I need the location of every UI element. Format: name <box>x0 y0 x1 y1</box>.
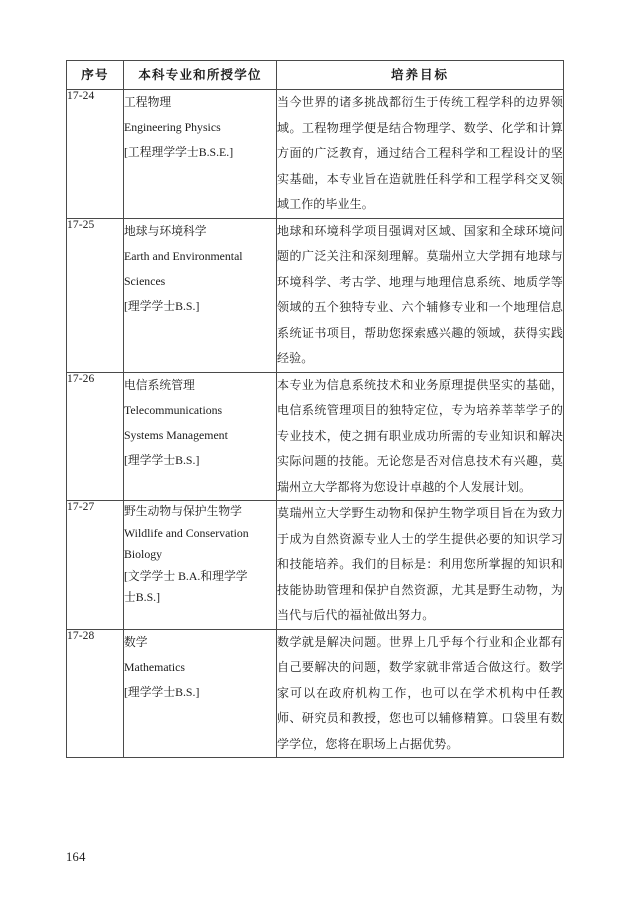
major-line-cn: 数学 <box>124 634 148 649</box>
major-line-en: Engineering Physics <box>124 120 221 134</box>
table-row <box>67 372 564 501</box>
column-header-goal: 培养目标 <box>277 61 564 90</box>
row-number-cell: 17-24 <box>67 90 124 219</box>
table-row <box>67 501 564 630</box>
table-row <box>67 218 564 372</box>
major-line-en-cont: Systems Management <box>124 427 228 442</box>
goal-text: 当今世界的诸多挑战都衍生于传统工程学科的边界领域。工程物理学便是结合物理学、数学、化学和计算方面的广泛教育，通过结合工程科学和工程设计的坚实基础，本专业旨在造就胜任科学和工程学科交叉领域工作的毕业生。 <box>277 95 563 211</box>
major-line-degree: [文学学士 B.A.和理学学 <box>124 568 248 583</box>
major-line-degree: [理学学士B.S.] <box>124 298 200 313</box>
goal-text: 莫瑞州立大学野生动物和保护生物学项目旨在为致力于成为自然资源专业人士的学生提供必要的知识学习和技能培养。我们的目标是：利用您所掌握的知识和技能协助管理和保护自然资源，尤其是野生动物，为当代与后代的福祉做出努力。 <box>277 506 563 622</box>
row-goal-cell <box>277 501 564 630</box>
row-number-cell: 17-26 <box>67 372 124 501</box>
major-line-en-cont: Sciences <box>124 273 166 288</box>
row-goal-cell <box>277 372 564 501</box>
row-goal-cell <box>277 218 564 372</box>
row-goal-cell <box>277 629 564 758</box>
row-number-cell: 17-25 <box>67 218 124 372</box>
major-line-en-cont: Biology <box>124 547 163 561</box>
program-table <box>66 60 564 758</box>
row-major-cell <box>124 90 277 219</box>
goal-text: 本专业为信息系统技术和业务原理提供坚实的基础，电信系统管理项目的独特定位，专为培养莘莘学子的专业技术，使之拥有职业成功所需的专业知识和解决实际问题的技能。无论您是否对信息技术有兴趣，莫瑞州立大学都将为您设计卓越的个人发展计划。 <box>277 377 563 494</box>
major-line-en: Earth and Environmental <box>124 248 243 263</box>
row-goal-cell <box>277 90 564 219</box>
table-row <box>67 629 564 758</box>
major-line-cn: 工程物理 <box>124 95 172 109</box>
major-line-en: Wildlife and Conservation <box>124 525 249 540</box>
major-line-degree: [理学学士B.S.] <box>124 452 200 467</box>
table-row <box>67 90 564 219</box>
major-line-cn: 电信系统管理 <box>124 377 195 392</box>
major-line-degree: [工程理学学士B.S.E.] <box>124 145 234 159</box>
major-line-en: Mathematics <box>124 659 185 674</box>
table-body <box>67 90 564 758</box>
major-line-cn: 野生动物与保护生物学 <box>124 504 242 518</box>
row-number-cell: 17-27 <box>67 501 124 630</box>
table-header-row <box>67 61 564 90</box>
column-header-major: 本科专业和所授学位 <box>124 61 277 90</box>
goal-text: 数学就是解决问题。世界上几乎每个行业和企业都有自己要解决的问题，数学家就非常适合做这行。数学家可以在政府机构工作，也可以在学术机构中任教师、研究员和教授，您也可以辅修精算。口袋里有数学学位，您将在职场上占据优势。 <box>277 634 563 751</box>
table-header <box>67 61 564 90</box>
major-line-degree: [理学学士B.S.] <box>124 684 200 699</box>
row-major-cell <box>124 629 277 758</box>
row-number-cell: 17-28 <box>67 629 124 758</box>
major-line-degree-cont: 士B.S.] <box>124 590 161 604</box>
column-header-no: 序号 <box>67 61 124 90</box>
major-line-cn: 地球与环境科学 <box>124 223 207 238</box>
row-major-cell <box>124 218 277 372</box>
page-number: 164 <box>66 850 86 864</box>
major-line-en: Telecommunications <box>124 402 223 417</box>
goal-text: 地球和环境科学项目强调对区域、国家和全球环境问题的广泛关注和深刻理解。莫瑞州立大学拥有地球与环境科学、考古学、地理与地理信息系统、地质学等领域的五个独特专业、六个辅修专业和一个地理信息系统证书项目，帮助您探索感兴趣的领域，获得实践经验。 <box>277 223 563 365</box>
row-major-cell <box>124 501 277 630</box>
row-major-cell <box>124 372 277 501</box>
program-table-container <box>66 60 563 758</box>
